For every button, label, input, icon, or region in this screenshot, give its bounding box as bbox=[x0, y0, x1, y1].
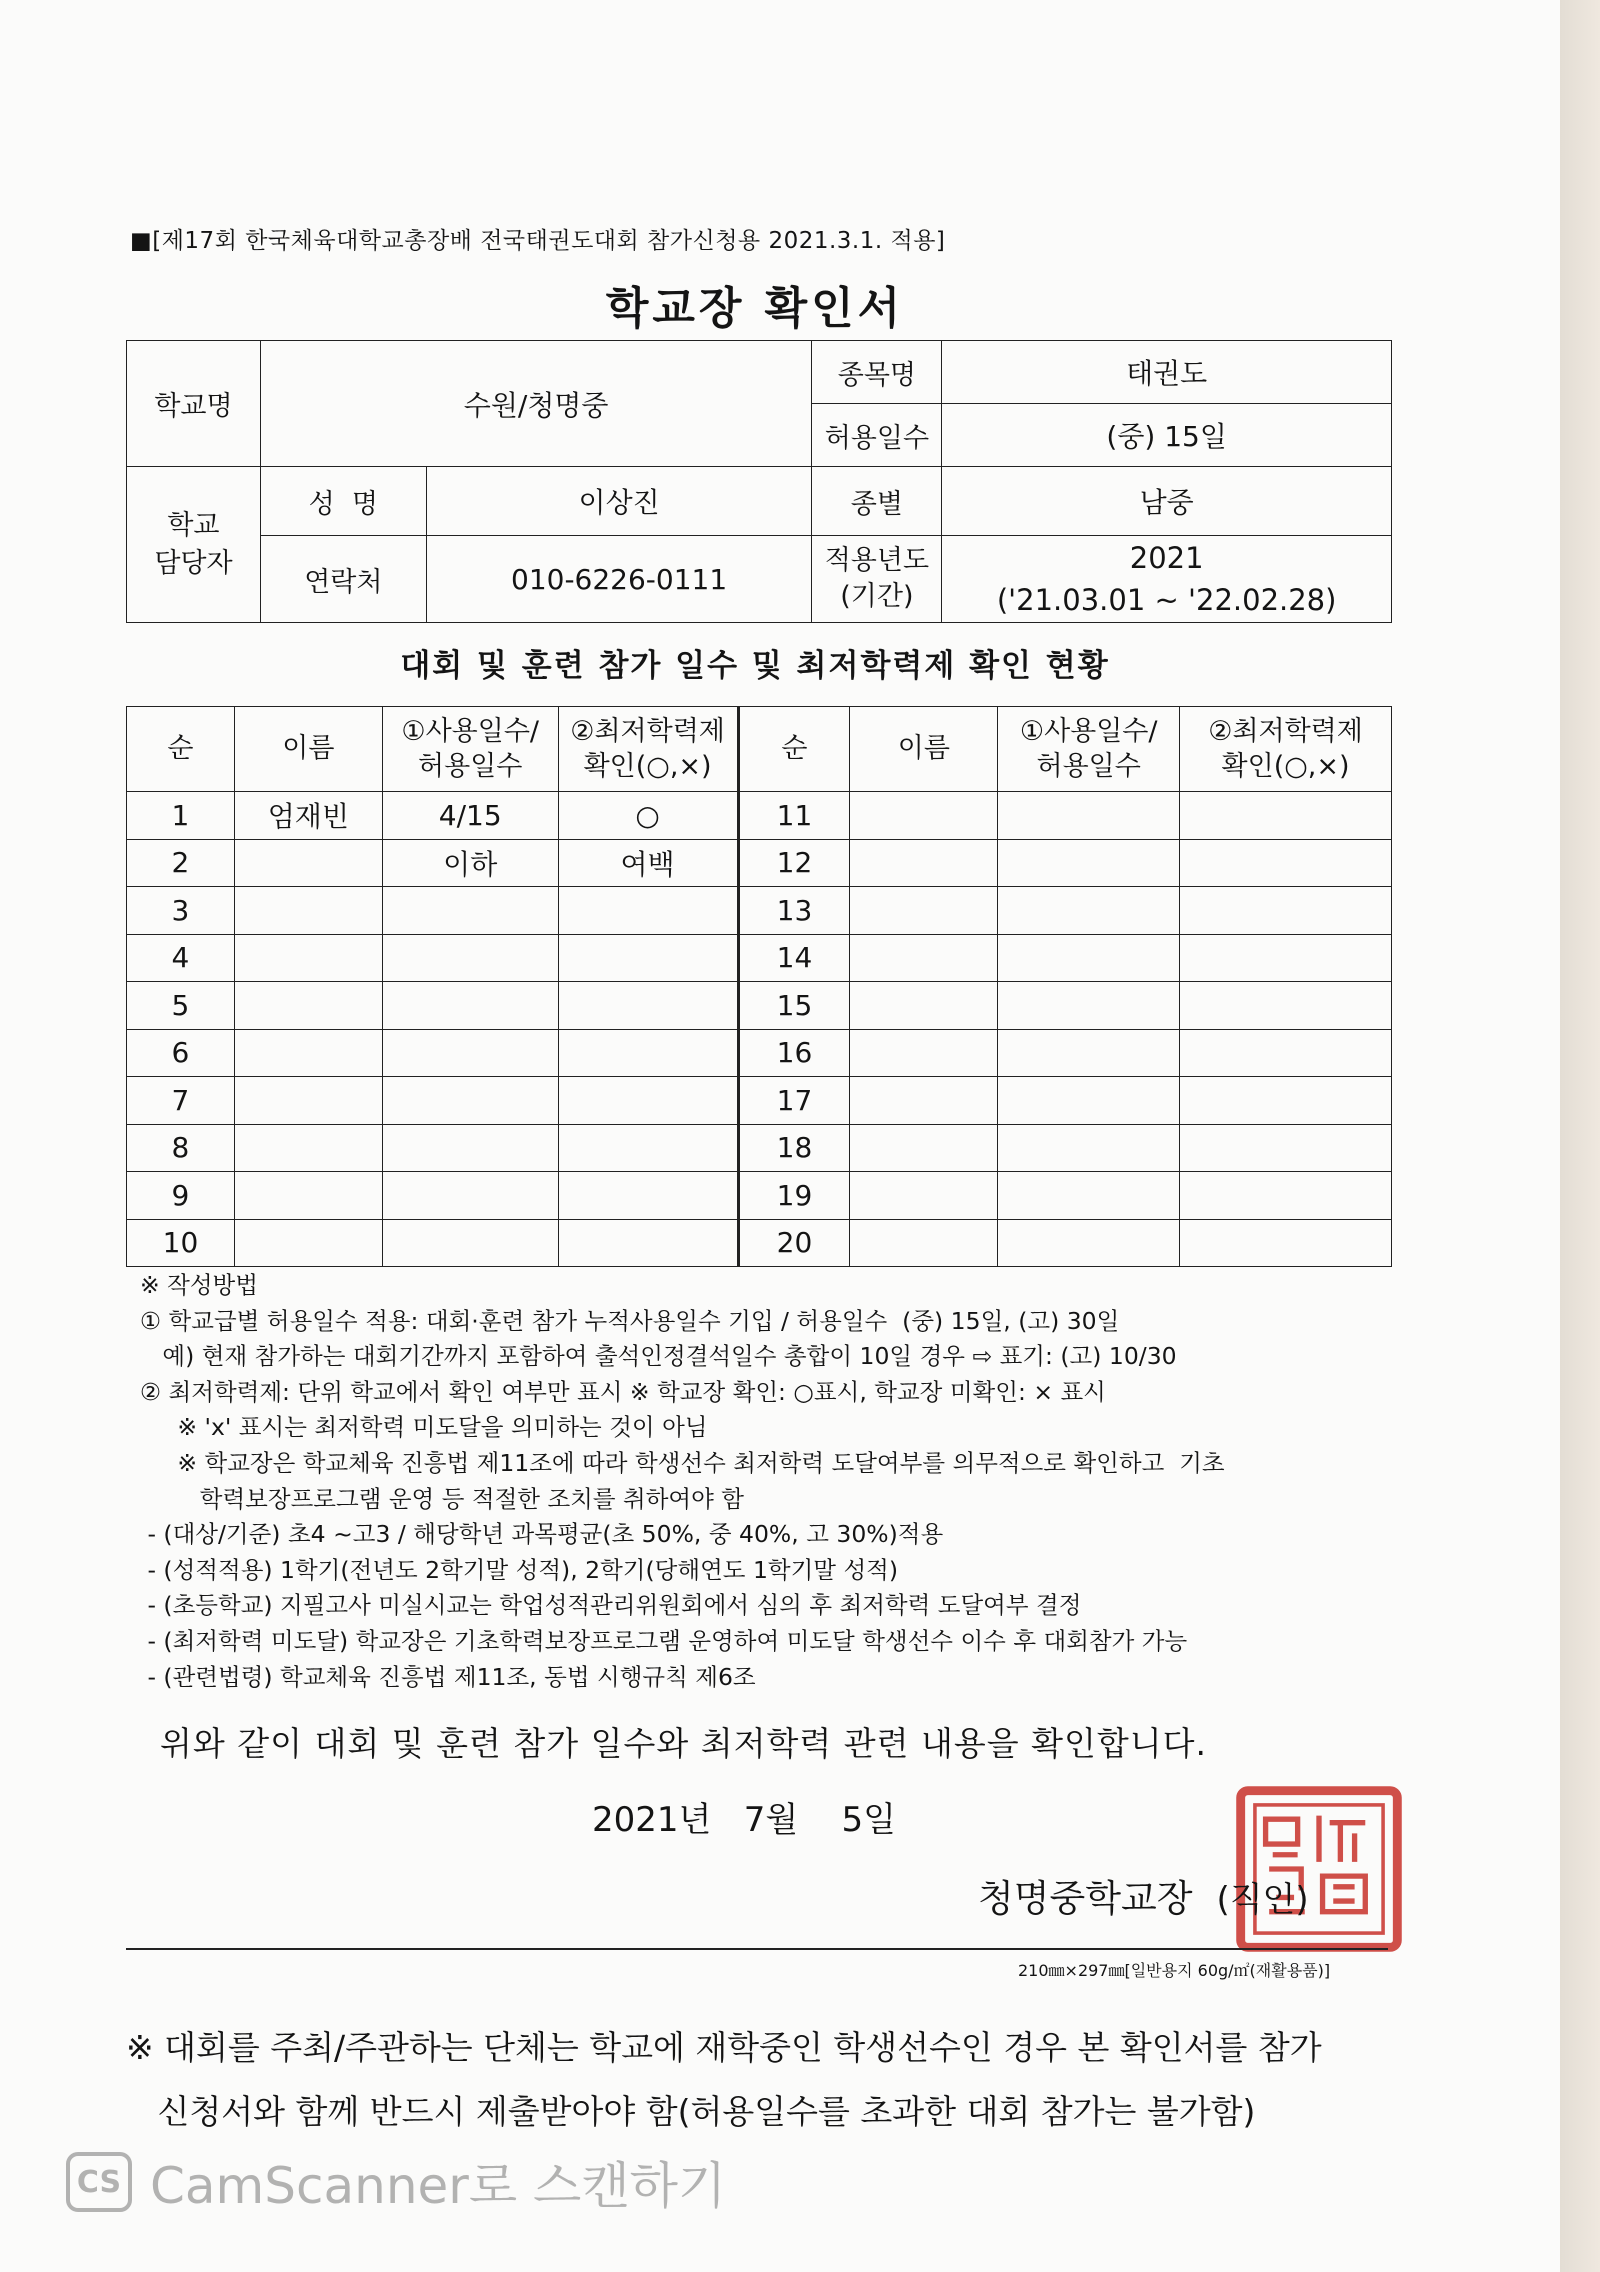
roster-cell bbox=[382, 934, 558, 982]
roster-cell: 3 bbox=[127, 887, 235, 935]
roster-header-cell: ②최저학력제 확인(○,×) bbox=[1180, 707, 1392, 792]
period-label: 적용년도 (기간) bbox=[812, 536, 942, 623]
event-label: 종목명 bbox=[812, 341, 942, 404]
bottom-divider bbox=[126, 1948, 1388, 1950]
roster-cell: 이하 bbox=[382, 839, 558, 887]
instruction-line: ① 학교급별 허용일수 적용: 대회·훈련 참가 누적사용일수 기입 / 허용일수 (중) 15일, (고) 30일 bbox=[140, 1306, 1120, 1335]
instruction-line: - (관련법령) 학교체육 진흥법 제11조, 동법 시행규칙 제6조 bbox=[140, 1662, 756, 1691]
manager-name-label: 성 명 bbox=[260, 467, 426, 536]
category-label: 종별 bbox=[812, 467, 942, 536]
instruction-line: ※ 작성방법 bbox=[140, 1271, 258, 1299]
roster-cell bbox=[558, 1219, 738, 1267]
roster-cell bbox=[998, 1172, 1180, 1220]
roster-cell bbox=[1180, 1172, 1392, 1220]
roster-cell: 12 bbox=[738, 839, 850, 887]
confirmation-date: 2021년 7월 5일 bbox=[592, 1800, 896, 1840]
roster-cell: 7 bbox=[127, 1077, 235, 1125]
roster-cell: 18 bbox=[738, 1124, 850, 1172]
roster-cell bbox=[998, 982, 1180, 1030]
instruction-line: - (초등학교) 지필고사 미실시교는 학업성적관리위원회에서 심의 후 최저학력 도달여부 결정 bbox=[140, 1591, 1082, 1620]
school-name-label: 학교명 bbox=[127, 341, 261, 467]
roster-cell bbox=[382, 1124, 558, 1172]
roster-cell bbox=[382, 1219, 558, 1267]
roster-cell bbox=[850, 1219, 998, 1267]
roster-cell bbox=[558, 887, 738, 935]
roster-cell bbox=[850, 887, 998, 935]
roster-cell bbox=[382, 1077, 558, 1125]
table-row bbox=[127, 1077, 1392, 1125]
roster-cell bbox=[1180, 934, 1392, 982]
roster-cell bbox=[850, 1172, 998, 1220]
allowed-days-label: 허용일수 bbox=[812, 404, 942, 467]
roster-cell bbox=[1180, 1029, 1392, 1077]
roster-cell bbox=[850, 982, 998, 1030]
roster-header-cell: ①사용일수/ 허용일수 bbox=[998, 707, 1180, 792]
instruction-line: - (대상/기준) 초4 ~고3 / 해당학년 과목평균(초 50%, 중 40%, 고 30%)적용 bbox=[140, 1520, 944, 1549]
roster-cell bbox=[234, 1029, 382, 1077]
roster-header-cell: ①사용일수/ 허용일수 bbox=[382, 707, 558, 792]
roster-cell bbox=[234, 839, 382, 887]
school-info-table bbox=[126, 340, 1392, 623]
roster-cell: 15 bbox=[738, 982, 850, 1030]
table-row bbox=[127, 839, 1392, 887]
roster-cell bbox=[234, 887, 382, 935]
instruction-line: - (성적적용) 1학기(전년도 2학기말 성적), 2학기(당해연도 1학기말 성적) bbox=[140, 1555, 899, 1584]
period-value bbox=[942, 536, 1392, 623]
principal-title: 청명중학교장 bbox=[978, 1877, 1193, 1920]
roster-cell: 5 bbox=[127, 982, 235, 1030]
footer-note bbox=[126, 2016, 1426, 2144]
table-row bbox=[127, 1029, 1392, 1077]
roster-cell bbox=[998, 839, 1180, 887]
roster-cell bbox=[850, 839, 998, 887]
table-row bbox=[127, 887, 1392, 935]
roster-cell bbox=[1180, 1077, 1392, 1125]
manager-name-value: 이상진 bbox=[426, 467, 812, 536]
roster-header-cell: 이름 bbox=[234, 707, 382, 792]
roster-cell bbox=[1180, 1219, 1392, 1267]
document-title: 학교장 확인서 bbox=[605, 283, 905, 334]
roster-cell bbox=[1180, 1124, 1392, 1172]
instruction-line: ※ 학교장은 학교체육 진흥법 제11조에 따라 학생선수 최저학력 도달여부를 의무적으로 확인하고 기초 bbox=[140, 1448, 1225, 1477]
instruction-line: 예) 현재 참가하는 대회기간까지 포함하여 출석인정결석일수 총합이 10일 경우 ⇨ 표기: (고) 10/30 bbox=[140, 1342, 1177, 1371]
roster-cell bbox=[1180, 982, 1392, 1030]
roster-cell bbox=[558, 1029, 738, 1077]
writing-instructions bbox=[140, 1268, 1460, 1695]
roster-header-cell: 이름 bbox=[850, 707, 998, 792]
roster-cell: 여백 bbox=[558, 839, 738, 887]
roster-cell: 13 bbox=[738, 887, 850, 935]
table-row bbox=[127, 934, 1392, 982]
roster-cell: 11 bbox=[738, 792, 850, 840]
roster-cell: 10 bbox=[127, 1219, 235, 1267]
roster-cell: 엄재빈 bbox=[234, 792, 382, 840]
period-range: ('21.03.01 ~ '22.02.28) bbox=[996, 583, 1337, 617]
instruction-line: ② 최저학력제: 단위 학교에서 확인 여부만 표시 ※ 학교장 확인: ○표시, 학교장 미확인: × 표시 bbox=[140, 1377, 1106, 1406]
table-row bbox=[127, 792, 1392, 840]
allowed-days-value: (중) 15일 bbox=[942, 404, 1392, 467]
roster-header-cell: 순 bbox=[738, 707, 850, 792]
seal-label: (직인) bbox=[1216, 1880, 1309, 1920]
school-name-value: 수원/청명중 bbox=[260, 341, 812, 467]
manager-label: 학교 담당자 bbox=[127, 467, 261, 623]
background-edge bbox=[1560, 0, 1600, 2272]
roster-cell bbox=[558, 1077, 738, 1125]
table-row bbox=[127, 1219, 1392, 1267]
roster-header-cell: ②최저학력제 확인(○,×) bbox=[558, 707, 738, 792]
roster-cell bbox=[998, 792, 1180, 840]
roster-cell: 2 bbox=[127, 839, 235, 887]
roster-cell: 14 bbox=[738, 934, 850, 982]
roster-cell: 4 bbox=[127, 934, 235, 982]
roster-cell: 19 bbox=[738, 1172, 850, 1220]
contact-value: 010-6226-0111 bbox=[426, 536, 812, 623]
roster-cell bbox=[234, 1172, 382, 1220]
roster-cell bbox=[234, 1077, 382, 1125]
roster-cell bbox=[998, 887, 1180, 935]
roster-section-title: 대회 및 훈련 참가 일수 및 최저학력제 확인 현황 bbox=[400, 648, 1110, 684]
roster-cell bbox=[998, 1219, 1180, 1267]
roster-cell bbox=[234, 1124, 382, 1172]
roster-table bbox=[126, 706, 1392, 1267]
roster-cell bbox=[998, 1124, 1180, 1172]
event-value: 태권도 bbox=[942, 341, 1392, 404]
confirmation-statement: 위와 같이 대회 및 훈련 참가 일수와 최저학력 관련 내용을 확인합니다. bbox=[160, 1724, 1207, 1763]
roster-cell: 6 bbox=[127, 1029, 235, 1077]
roster-cell bbox=[382, 1029, 558, 1077]
roster-cell bbox=[998, 1029, 1180, 1077]
roster-cell bbox=[850, 792, 998, 840]
roster-cell bbox=[382, 982, 558, 1030]
table-row bbox=[127, 1124, 1392, 1172]
roster-cell: 8 bbox=[127, 1124, 235, 1172]
roster-cell: 20 bbox=[738, 1219, 850, 1267]
table-row bbox=[127, 982, 1392, 1030]
roster-cell bbox=[234, 982, 382, 1030]
contact-label: 연락처 bbox=[260, 536, 426, 623]
roster-cell bbox=[558, 934, 738, 982]
form-header: ■[제17회 한국체육대학교총장배 전국태권도대회 참가신청용 2021.3.1. 적용] bbox=[130, 228, 946, 254]
roster-cell bbox=[382, 1172, 558, 1220]
camscanner-logo-icon: CS bbox=[66, 2152, 132, 2212]
roster-cell bbox=[558, 1124, 738, 1172]
period-year: 2021 bbox=[1129, 540, 1204, 575]
roster-cell bbox=[558, 1172, 738, 1220]
roster-header-cell: 순 bbox=[127, 707, 235, 792]
instruction-line: 학력보장프로그램 운영 등 적절한 조치를 취하여야 함 bbox=[140, 1484, 745, 1513]
roster-cell: ○ bbox=[558, 792, 738, 840]
roster-cell bbox=[234, 934, 382, 982]
roster-cell bbox=[382, 887, 558, 935]
roster-cell bbox=[850, 934, 998, 982]
roster-cell bbox=[998, 934, 1180, 982]
roster-cell bbox=[850, 1077, 998, 1125]
paper-spec: 210㎜×297㎜[일반용지 60g/㎡(재활용품)] bbox=[1018, 1961, 1331, 1980]
roster-cell: 16 bbox=[738, 1029, 850, 1077]
roster-cell: 9 bbox=[127, 1172, 235, 1220]
roster-header-row bbox=[127, 707, 1392, 792]
roster-cell bbox=[1180, 887, 1392, 935]
footer-line-2: 신청서와 함께 반드시 제출받아야 함(허용일수를 초과한 대회 참가는 불가함) bbox=[126, 2092, 1256, 2131]
roster-cell bbox=[558, 982, 738, 1030]
roster-cell bbox=[998, 1077, 1180, 1125]
table-row bbox=[127, 1172, 1392, 1220]
camscanner-text: CamScanner로 스캔하기 bbox=[150, 2157, 727, 2215]
camscanner-watermark bbox=[66, 2146, 726, 2218]
roster-cell: 17 bbox=[738, 1077, 850, 1125]
roster-cell bbox=[1180, 792, 1392, 840]
footer-line-1: ※ 대회를 주최/주관하는 단체는 학교에 재학중인 학생선수인 경우 본 확인서를 참가 bbox=[126, 2028, 1322, 2067]
roster-cell bbox=[850, 1029, 998, 1077]
instruction-line: ※ 'x' 표시는 최저학력 미도달을 의미하는 것이 아님 bbox=[140, 1413, 708, 1442]
principal-signature bbox=[978, 1868, 1309, 1922]
roster-cell bbox=[1180, 839, 1392, 887]
category-value: 남중 bbox=[942, 467, 1392, 536]
roster-cell: 4/15 bbox=[382, 792, 558, 840]
roster-cell bbox=[850, 1124, 998, 1172]
instruction-line: - (최저학력 미도달) 학교장은 기초학력보장프로그램 운영하여 미도달 학생선수 이수 후 대회참가 가능 bbox=[140, 1626, 1188, 1655]
roster-cell: 1 bbox=[127, 792, 235, 840]
roster-cell bbox=[234, 1219, 382, 1267]
